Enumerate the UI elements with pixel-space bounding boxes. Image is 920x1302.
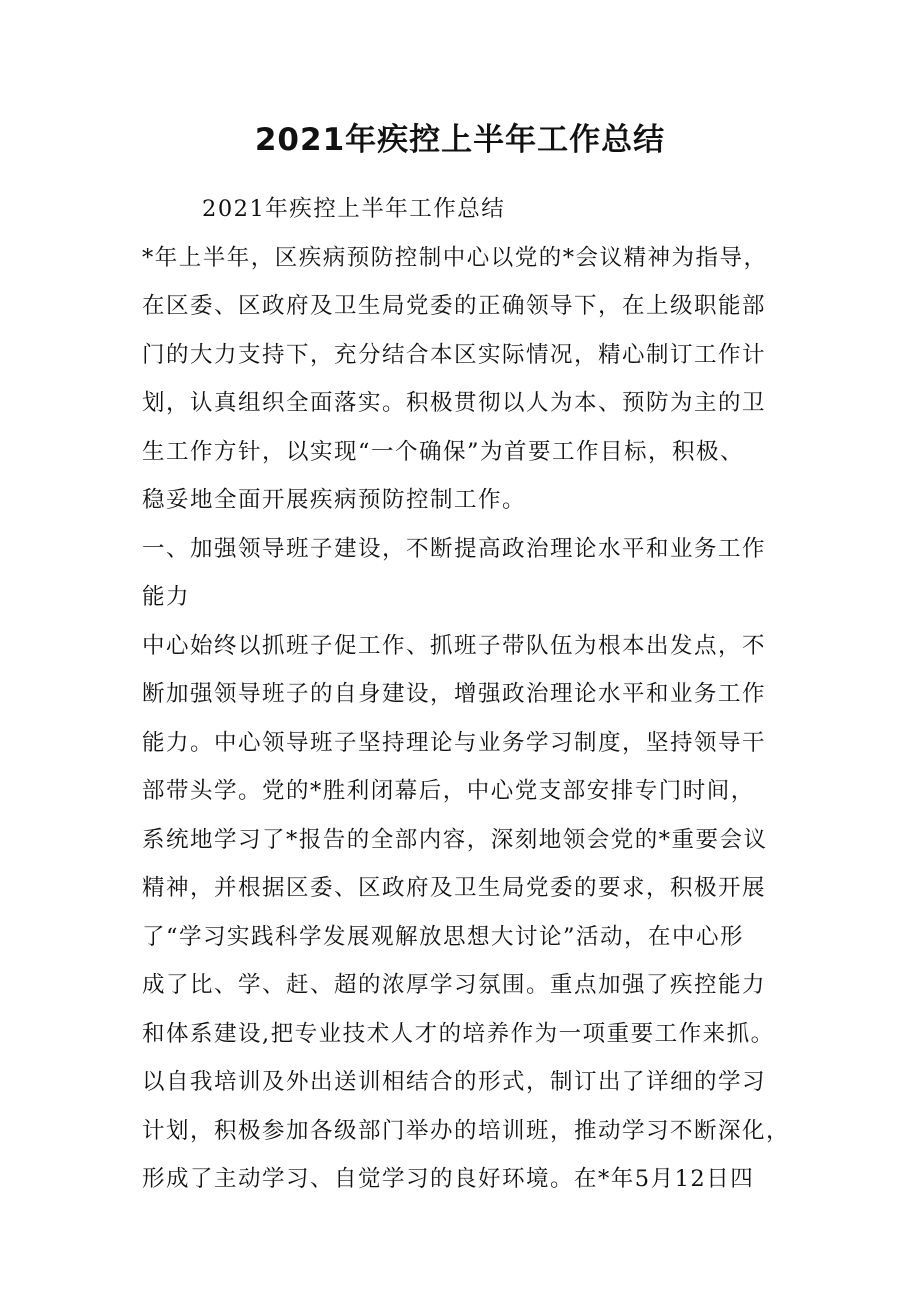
text-line: *年上半年，区疾病预防控制中心以党的*会议精神为指导， [142,244,768,271]
text-line: 在区委、区政府及卫生局党委的正确领导下，在上级职能部 [142,293,767,319]
text-line: 成了比、学、赶、超的浓厚学习氛围。重点加强了疾控能力 [142,972,767,998]
section-heading-line: 能力 [142,584,191,610]
text-line: 中心始终以抓班子促工作、抓班子带队伍为根本出发点，不 [142,632,767,659]
section-heading-line: 一、加强领导班子建设，不断提高政治理论水平和业务工作 [142,535,767,562]
text-line: 部带头学。党的*胜利闭幕后，中心党支部安排专门时间， [142,778,755,804]
text-line: 门的大力支持下，充分结合本区实际情况，精心制订工作计 [142,341,767,368]
document-title: 2021年疾控上半年工作总结 [254,122,666,158]
document-body [142,185,792,1204]
text-line: 了“学习实践科学发展观解放思想大讨论”活动，在中心形 [142,923,745,950]
text-line: 计划，积极参加各级部门举办的培训班，推动学习不断深化， [142,1117,791,1144]
text-line: 精神，并根据区委、区政府及卫生局党委的要求，积极开展 [142,875,767,901]
text-line: 稳妥地全面开展疾病预防控制工作。 [142,487,527,513]
text-line: 能力。中心领导班子坚持理论与业务学习制度，坚持领导干 [142,729,767,756]
text-line: 和体系建设,把专业技术人才的培养作为一项重要工作来抓。 [142,1020,775,1047]
subtitle-line: 2021年疾控上半年工作总结 [202,196,506,222]
text-line: 生工作方针，以实现“一个确保”为首要工作目标，积极、 [142,438,745,465]
text-line: 以自我培训及外出送训相结合的形式，制订出了详细的学习 [142,1069,767,1095]
text-line: 系统地学习了*报告的全部内容，深刻地领会党的*重要会议 [142,826,768,853]
text-line: 形成了主动学习、自觉学习的良好环境。在*年5月12日四 [142,1166,755,1192]
text-line: 断加强领导班子的自身建设，增强政治理论水平和业务工作 [142,681,767,707]
text-line: 划，认真组织全面落实。积极贯彻以人为本、预防为主的卫 [142,390,767,416]
